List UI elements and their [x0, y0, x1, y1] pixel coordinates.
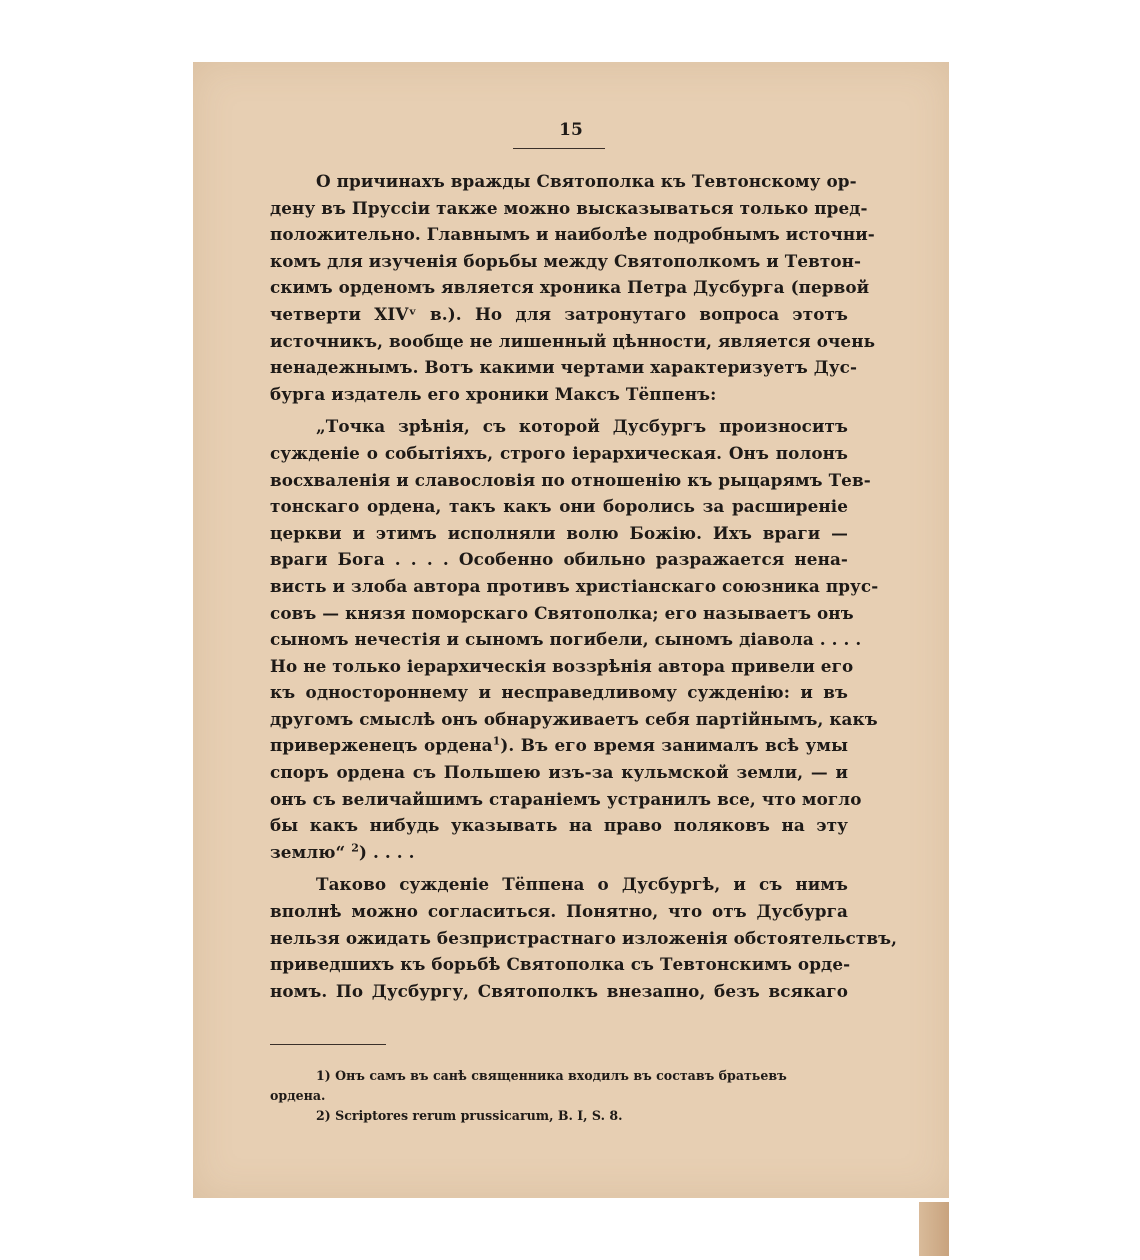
- text-line: скимъ орденомъ является хроника Петра Дусбурга (первой: [270, 277, 870, 298]
- text-line: враги Бога . . . . Особенно обильно разражается нена-: [270, 549, 848, 570]
- text-line: Но не только іерархическія воззрѣнія автора привели его: [270, 655, 854, 676]
- page-number: 15: [559, 120, 583, 140]
- footnote-1-cont: ордена.: [270, 1088, 326, 1103]
- text-line: [270, 732, 848, 759]
- footnote-2: 2) Scriptores rerum prussicarum, B. I, S. 8.: [316, 1108, 623, 1123]
- footnotes: [270, 1066, 848, 1126]
- header-rule: [513, 148, 605, 149]
- text-line: положительно. Главнымъ и наиболѣе подробнымъ источни-: [270, 224, 875, 245]
- text-line: восхваленія и славословія по отношенію къ рыцарямъ Тев-: [270, 469, 871, 490]
- text-line: бурга издатель его хроники Максъ Тёппенъ:: [270, 383, 717, 404]
- text-line: тонскаго ордена, такъ какъ они боролись за расширеніе: [270, 496, 848, 517]
- text-line: другомъ смыслѣ онъ обнаруживаетъ себя партійнымъ, какъ: [270, 708, 878, 729]
- line-text: ). Въ его время занималъ всѣ умы: [500, 735, 849, 756]
- line-text: приверженецъ ордена: [270, 735, 493, 756]
- text-line: вполнѣ можно согласиться. Понятно, что отъ Дусбурга: [270, 901, 848, 922]
- page-edge-shadow: [919, 1202, 949, 1256]
- line-text: ) . . . .: [358, 841, 415, 862]
- text-line: [270, 839, 848, 866]
- text-line: совъ — князя поморскаго Святополка; его называетъ онъ: [270, 602, 854, 623]
- text-line: четверти XIVᵛ в.). Но для затронутаго вопроса этотъ: [270, 303, 848, 324]
- text-line: комъ для изученія борьбы между Святополкомъ и Тевтон-: [270, 250, 862, 271]
- text-line: бы какъ нибудь указывать на право поляковъ на эту: [270, 815, 848, 836]
- text-line: споръ ордена съ Польшею изъ-за кульмской земли, — и: [270, 762, 848, 783]
- text-line: ненадежнымъ. Вотъ какими чертами характеризуетъ Дус-: [270, 357, 858, 378]
- text-line: приведшихъ къ борьбѣ Святополка съ Тевтонскимъ орде-: [270, 954, 851, 975]
- body-text: [270, 168, 898, 1004]
- text-line: источникъ, вообще не лишенный цѣнности, является очень: [270, 330, 876, 351]
- footnote-ref-2[interactable]: 2: [351, 841, 359, 855]
- book-page: [193, 62, 949, 1198]
- text-line: сужденіе о событіяхъ, строго іерархическая. Онъ полонъ: [270, 442, 848, 463]
- text-line: висть и злоба автора противъ христіанскаго союзника прус-: [270, 575, 879, 596]
- footnote-ref-1[interactable]: 1: [492, 734, 501, 748]
- text-line: къ одностороннему и несправедливому сужденію: и въ: [270, 682, 848, 703]
- text-line: нельзя ожидать безпристрастнаго изложенія обстоятельствъ,: [270, 927, 898, 948]
- text-line: Таково сужденіе Тёппена о Дусбургѣ, и съ нимъ: [316, 874, 848, 895]
- footnote-rule: [270, 1044, 386, 1045]
- text-line: дену въ Пруссіи также можно высказываться только пред-: [270, 197, 868, 218]
- text-line: О причинахъ вражды Святополка къ Тевтонскому ор-: [316, 171, 857, 191]
- closing-quote: “: [335, 841, 352, 862]
- text-line: номъ. По Дусбургу, Святополкъ внезапно, безъ всякаго: [270, 980, 848, 1001]
- text-line: церкви и этимъ исполняли волю Божію. Ихъ враги —: [270, 522, 848, 543]
- line-text: землю: [270, 841, 336, 862]
- text-line: „Точка зрѣнія, съ которой Дусбургъ произноситъ: [316, 416, 848, 437]
- footnote-1: 1) Онъ самъ въ санѣ священника входилъ въ составъ братьевъ: [316, 1068, 787, 1083]
- text-line: сыномъ нечестія и сыномъ погибели, сыномъ діавола . . . .: [270, 629, 862, 650]
- text-line: онъ съ величайшимъ стараніемъ устранилъ все, что могло: [270, 788, 862, 809]
